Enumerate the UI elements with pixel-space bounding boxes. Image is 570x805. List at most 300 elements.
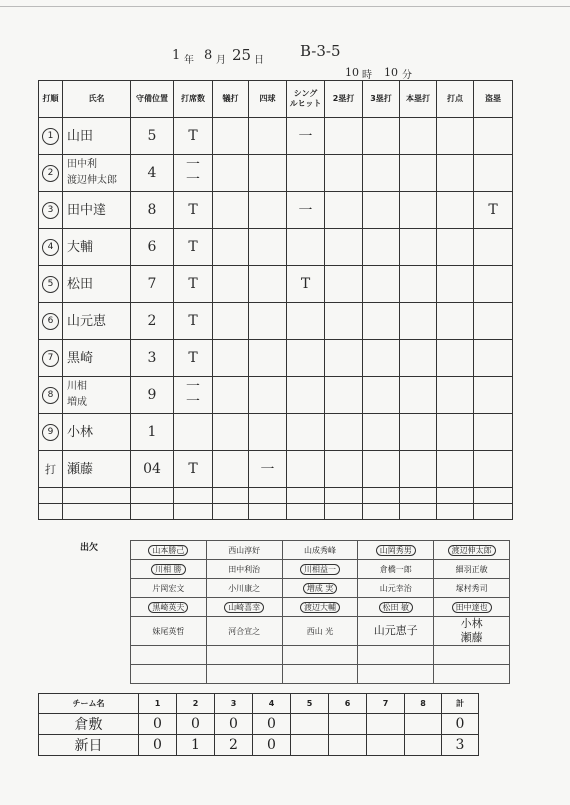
order-circle: 7 xyxy=(42,350,59,367)
inning-score xyxy=(329,714,367,735)
member-name: 片岡宏文 xyxy=(152,583,185,593)
inning-score: 0 xyxy=(253,735,291,756)
inning-score: 0 xyxy=(139,735,177,756)
table-row xyxy=(39,155,513,192)
hour-value: 10 xyxy=(345,66,359,79)
walk-cell: 一 xyxy=(249,451,287,488)
rbi-cell xyxy=(437,303,474,340)
batting-order xyxy=(39,340,63,377)
inning-score: 0 xyxy=(177,714,215,735)
position-cell: 2 xyxy=(131,303,174,340)
order-circle: 8 xyxy=(42,387,59,404)
position-cell: 6 xyxy=(131,229,174,266)
triple-cell xyxy=(363,229,400,266)
player-name: 山元恵 xyxy=(67,313,107,329)
sacrifice-cell xyxy=(213,192,249,229)
attendance-cell xyxy=(206,598,282,617)
player-name: 山田 xyxy=(67,128,94,144)
blank-cell xyxy=(358,646,434,665)
blank-cell xyxy=(474,488,513,504)
attendance-cell xyxy=(131,579,207,598)
double-cell xyxy=(325,229,363,266)
member-name: 小林 瀬藤 xyxy=(460,617,483,644)
single-hit-cell xyxy=(287,377,325,414)
attendance-blank-row xyxy=(131,646,510,665)
home-run-cell xyxy=(400,303,437,340)
score-row xyxy=(39,735,479,756)
score-column-header: 4 xyxy=(253,694,291,714)
member-name: 田中利治 xyxy=(228,564,261,574)
attendance-cell xyxy=(131,541,207,560)
blank-cell xyxy=(174,488,213,504)
blank-row xyxy=(39,504,513,520)
blank-cell xyxy=(363,504,400,520)
table-row xyxy=(39,451,513,488)
attendance-cell xyxy=(206,617,282,646)
column-header: 氏名 xyxy=(63,81,131,118)
month-label: 月 xyxy=(216,55,226,66)
total-score: 3 xyxy=(442,735,479,756)
rbi-cell xyxy=(437,377,474,414)
position-cell: 4 xyxy=(131,155,174,192)
triple-cell xyxy=(363,377,400,414)
steal-cell xyxy=(474,266,513,303)
table-row xyxy=(39,192,513,229)
batting-order xyxy=(39,229,63,266)
single-hit-cell: T xyxy=(287,266,325,303)
double-cell xyxy=(325,155,363,192)
player-name-cell xyxy=(63,155,131,192)
rbi-cell xyxy=(437,266,474,303)
total-score: 0 xyxy=(442,714,479,735)
inning-score: 2 xyxy=(215,735,253,756)
column-header: 本塁打 xyxy=(400,81,437,118)
attendance-cell xyxy=(282,541,358,560)
player-name: 大輔 xyxy=(67,239,94,255)
batting-order xyxy=(39,192,63,229)
attendance-cell xyxy=(131,617,207,646)
member-name: 西山淳好 xyxy=(228,545,261,555)
player-name: 瀬藤 xyxy=(67,461,94,477)
attendance-cell xyxy=(131,598,207,617)
column-header: 盗塁 xyxy=(474,81,513,118)
score-column-header: 7 xyxy=(367,694,405,714)
team-name: 倉敷 xyxy=(39,714,139,735)
member-name: 山本勝己 xyxy=(148,545,188,556)
plate-appearances-cell: T xyxy=(174,266,213,303)
blank-cell xyxy=(206,665,282,684)
player-name-cell xyxy=(63,377,131,414)
header xyxy=(0,0,570,80)
single-hit-cell xyxy=(287,155,325,192)
member-name: 松田 敏 xyxy=(379,602,414,613)
inning-score: 1 xyxy=(177,735,215,756)
player-name: 黒崎 xyxy=(67,350,94,366)
rbi-cell xyxy=(437,414,474,451)
double-cell xyxy=(325,451,363,488)
plate-appearances-cell: 一 一 xyxy=(174,155,213,192)
attendance-row xyxy=(131,617,510,646)
attendance-cell xyxy=(282,560,358,579)
blank-cell xyxy=(249,504,287,520)
position-cell: 3 xyxy=(131,340,174,377)
column-header: 打順 xyxy=(39,81,63,118)
blank-cell xyxy=(325,504,363,520)
walk-cell xyxy=(249,377,287,414)
blank-cell xyxy=(131,504,174,520)
player-name-cell xyxy=(63,340,131,377)
blank-cell xyxy=(131,646,207,665)
position-cell: 1 xyxy=(131,414,174,451)
rbi-cell xyxy=(437,192,474,229)
player-name: 小林 xyxy=(67,424,94,440)
blank-cell xyxy=(400,488,437,504)
member-name: 山岡秀男 xyxy=(376,545,416,556)
table-row xyxy=(39,266,513,303)
triple-cell xyxy=(363,192,400,229)
player-name-cell xyxy=(63,118,131,155)
sacrifice-cell xyxy=(213,155,249,192)
double-cell xyxy=(325,377,363,414)
attendance-label: 出欠 xyxy=(80,543,99,553)
position-cell: 8 xyxy=(131,192,174,229)
attendance-row xyxy=(131,541,510,560)
blank-cell xyxy=(39,504,63,520)
steal-cell xyxy=(474,414,513,451)
player-name-cell xyxy=(63,229,131,266)
member-name: 河合宣之 xyxy=(228,626,261,636)
day-label: 日 xyxy=(254,55,264,66)
rbi-cell xyxy=(437,229,474,266)
plate-appearances-cell: T xyxy=(174,303,213,340)
plate-appearances-cell: T xyxy=(174,192,213,229)
blank-cell xyxy=(213,488,249,504)
attendance-row xyxy=(131,560,510,579)
double-cell xyxy=(325,340,363,377)
minute-value: 10 xyxy=(384,66,398,79)
batting-order xyxy=(39,266,63,303)
walk-cell xyxy=(249,118,287,155)
inning-score: 0 xyxy=(215,714,253,735)
blank-cell xyxy=(249,488,287,504)
member-name: 塚村秀司 xyxy=(455,583,488,593)
double-cell xyxy=(325,414,363,451)
team-name: 新日 xyxy=(39,735,139,756)
single-hit-cell xyxy=(287,229,325,266)
plate-appearances-cell: T xyxy=(174,229,213,266)
table-row xyxy=(39,414,513,451)
triple-cell xyxy=(363,266,400,303)
column-header: 打点 xyxy=(437,81,474,118)
member-name: 小川康之 xyxy=(228,583,261,593)
blank-row xyxy=(39,488,513,504)
player-name-cell xyxy=(63,451,131,488)
home-run-cell xyxy=(400,229,437,266)
single-hit-cell: 一 xyxy=(287,192,325,229)
attendance-cell xyxy=(434,617,510,646)
inning-score: 0 xyxy=(253,714,291,735)
member-name: 田中達也 xyxy=(452,602,492,613)
column-header: 四球 xyxy=(249,81,287,118)
batting-order xyxy=(39,303,63,340)
blank-cell xyxy=(63,504,131,520)
triple-cell xyxy=(363,340,400,377)
triple-cell xyxy=(363,451,400,488)
plate-appearances-cell xyxy=(174,414,213,451)
column-header: シング ルヒット xyxy=(287,81,325,118)
position-cell: 7 xyxy=(131,266,174,303)
sacrifice-cell xyxy=(213,451,249,488)
walk-cell xyxy=(249,266,287,303)
blank-cell xyxy=(437,504,474,520)
inning-score xyxy=(367,714,405,735)
sacrifice-cell xyxy=(213,340,249,377)
attendance-cell xyxy=(206,579,282,598)
score-column-header: 8 xyxy=(405,694,442,714)
inning-score xyxy=(367,735,405,756)
batting-table xyxy=(38,80,513,520)
order-circle: 2 xyxy=(42,165,59,182)
inning-score xyxy=(329,735,367,756)
blank-cell xyxy=(282,665,358,684)
attendance-cell xyxy=(358,541,434,560)
score-header-row xyxy=(39,694,479,714)
batting-order xyxy=(39,155,63,192)
walk-cell xyxy=(249,229,287,266)
blank-cell xyxy=(282,646,358,665)
single-hit-cell xyxy=(287,414,325,451)
home-run-cell xyxy=(400,377,437,414)
member-name: 倉橋一郎 xyxy=(379,564,412,574)
player-name: 松田 xyxy=(67,276,94,292)
steal-cell xyxy=(474,229,513,266)
member-name: 川相 勝 xyxy=(151,564,186,575)
attendance-cell xyxy=(282,598,358,617)
year-label: 年 xyxy=(184,55,194,66)
sacrifice-cell xyxy=(213,377,249,414)
score-column-header: 6 xyxy=(329,694,367,714)
member-name: 山崎喜幸 xyxy=(224,602,264,613)
inning-score xyxy=(405,735,442,756)
order-circle: 4 xyxy=(42,239,59,256)
plate-appearances-cell: T xyxy=(174,340,213,377)
attendance-cell xyxy=(282,579,358,598)
member-name: 渡辺伸太郎 xyxy=(448,545,496,556)
order-mark: 打 xyxy=(45,463,56,476)
order-circle: 9 xyxy=(42,424,59,441)
home-run-cell xyxy=(400,414,437,451)
walk-cell xyxy=(249,155,287,192)
triple-cell xyxy=(363,414,400,451)
attendance-cell xyxy=(434,598,510,617)
order-circle: 6 xyxy=(42,313,59,330)
score-column-header: 5 xyxy=(291,694,329,714)
score-column-header: 2 xyxy=(177,694,215,714)
attendance-cell xyxy=(434,541,510,560)
table-header-row xyxy=(39,81,513,118)
triple-cell xyxy=(363,303,400,340)
minute-label: 分 xyxy=(402,70,412,81)
inning-score xyxy=(291,735,329,756)
walk-cell xyxy=(249,192,287,229)
attendance-cell xyxy=(282,617,358,646)
player-name: 増成 xyxy=(67,397,87,408)
plate-appearances-cell: T xyxy=(174,451,213,488)
sacrifice-cell xyxy=(213,414,249,451)
walk-cell xyxy=(249,303,287,340)
blank-cell xyxy=(213,504,249,520)
blank-cell xyxy=(63,488,131,504)
double-cell xyxy=(325,303,363,340)
steal-cell xyxy=(474,377,513,414)
player-name-cell xyxy=(63,266,131,303)
player-name-cell xyxy=(63,414,131,451)
attendance-cell xyxy=(206,541,282,560)
attendance-row xyxy=(131,598,510,617)
member-name: 細羽正敏 xyxy=(455,564,488,574)
player-name: 田中達 xyxy=(67,202,107,218)
steal-cell xyxy=(474,340,513,377)
table-row xyxy=(39,229,513,266)
plate-appearances-cell: 一 一 xyxy=(174,377,213,414)
blank-cell xyxy=(474,504,513,520)
attendance-cell xyxy=(206,560,282,579)
order-circle: 1 xyxy=(42,128,59,145)
home-run-cell xyxy=(400,192,437,229)
batting-order xyxy=(39,118,63,155)
player-name: 渡辺伸太郎 xyxy=(67,175,117,186)
steal-cell xyxy=(474,451,513,488)
double-cell xyxy=(325,192,363,229)
walk-cell xyxy=(249,340,287,377)
sacrifice-cell xyxy=(213,229,249,266)
blank-cell xyxy=(363,488,400,504)
player-name: 川相 xyxy=(67,381,87,392)
column-header: 打席数 xyxy=(174,81,213,118)
walk-cell xyxy=(249,414,287,451)
blank-cell xyxy=(39,488,63,504)
inning-score: 0 xyxy=(139,714,177,735)
inning-score xyxy=(291,714,329,735)
blank-cell xyxy=(437,488,474,504)
plate-appearances-cell: T xyxy=(174,118,213,155)
steal-cell xyxy=(474,155,513,192)
triple-cell xyxy=(363,155,400,192)
double-cell xyxy=(325,118,363,155)
member-name: 山元幸治 xyxy=(379,583,412,593)
single-hit-cell: 一 xyxy=(287,118,325,155)
member-name: 妹尾英哲 xyxy=(152,626,185,636)
batting-order xyxy=(39,377,63,414)
triple-cell xyxy=(363,118,400,155)
member-name: 渡辺大輔 xyxy=(300,602,340,613)
table-row xyxy=(39,303,513,340)
double-cell xyxy=(325,266,363,303)
batting-order xyxy=(39,414,63,451)
attendance-blank-row xyxy=(131,665,510,684)
steal-cell xyxy=(474,118,513,155)
blank-cell xyxy=(287,504,325,520)
rbi-cell xyxy=(437,340,474,377)
attendance-row xyxy=(131,579,510,598)
header-scribble: B-3-5 xyxy=(300,42,341,60)
blank-cell xyxy=(174,504,213,520)
home-run-cell xyxy=(400,266,437,303)
order-circle: 3 xyxy=(42,202,59,219)
score-table xyxy=(38,693,479,756)
blank-cell xyxy=(358,665,434,684)
player-name-cell xyxy=(63,303,131,340)
home-run-cell xyxy=(400,118,437,155)
hour-label: 時 xyxy=(362,70,372,81)
player-name-cell xyxy=(63,192,131,229)
day-value: 25 xyxy=(232,46,252,64)
inning-score xyxy=(405,714,442,735)
blank-cell xyxy=(206,646,282,665)
attendance-cell xyxy=(434,579,510,598)
blank-cell xyxy=(131,665,207,684)
sacrifice-cell xyxy=(213,303,249,340)
blank-cell xyxy=(131,488,174,504)
score-column-header: 1 xyxy=(139,694,177,714)
column-header: 犠打 xyxy=(213,81,249,118)
rbi-cell xyxy=(437,155,474,192)
attendance-table xyxy=(130,540,510,684)
month-value: 8 xyxy=(204,48,213,63)
member-name: 増成 実 xyxy=(303,583,338,594)
blank-cell xyxy=(287,488,325,504)
attendance-cell xyxy=(358,579,434,598)
attendance-cell xyxy=(434,560,510,579)
table-row xyxy=(39,340,513,377)
single-hit-cell xyxy=(287,451,325,488)
table-row xyxy=(39,377,513,414)
column-header: 守備位置 xyxy=(131,81,174,118)
batting-order xyxy=(39,451,63,488)
blank-cell xyxy=(400,504,437,520)
attendance-cell xyxy=(358,560,434,579)
steal-cell xyxy=(474,303,513,340)
member-name: 西山 光 xyxy=(306,626,334,636)
steal-cell: T xyxy=(474,192,513,229)
order-circle: 5 xyxy=(42,276,59,293)
position-cell: 9 xyxy=(131,377,174,414)
attendance-cell xyxy=(358,598,434,617)
position-cell: 5 xyxy=(131,118,174,155)
blank-cell xyxy=(325,488,363,504)
member-name: 山成秀峰 xyxy=(303,545,336,555)
score-column-header: 3 xyxy=(215,694,253,714)
position-cell: 04 xyxy=(131,451,174,488)
sacrifice-cell xyxy=(213,118,249,155)
home-run-cell xyxy=(400,451,437,488)
score-row xyxy=(39,714,479,735)
attendance-cell xyxy=(358,617,434,646)
member-name: 川相益一 xyxy=(300,564,340,575)
blank-cell xyxy=(434,646,510,665)
sacrifice-cell xyxy=(213,266,249,303)
column-header: 2塁打 xyxy=(325,81,363,118)
member-name: 山元恵子 xyxy=(373,624,418,637)
member-name: 黒崎英夫 xyxy=(148,602,188,613)
rbi-cell xyxy=(437,118,474,155)
rbi-cell xyxy=(437,451,474,488)
home-run-cell xyxy=(400,155,437,192)
player-name: 田中利 xyxy=(67,159,97,170)
score-column-header: チーム名 xyxy=(39,694,139,714)
single-hit-cell xyxy=(287,303,325,340)
score-column-header: 計 xyxy=(442,694,479,714)
